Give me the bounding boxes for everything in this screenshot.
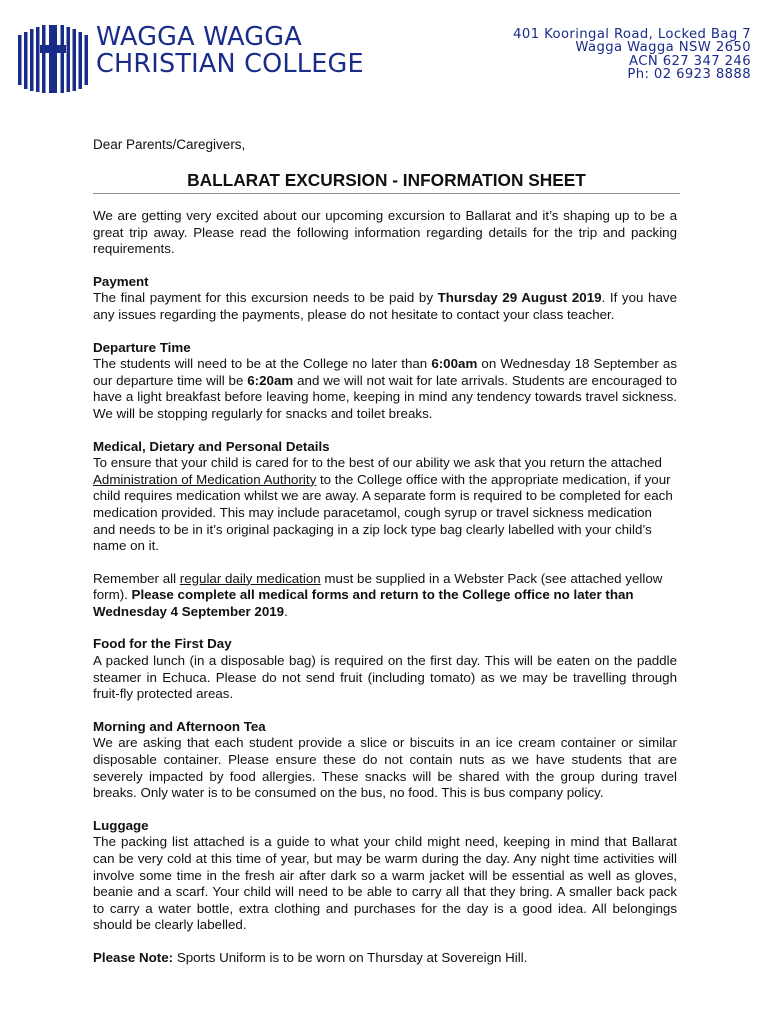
section-text: . (284, 603, 288, 619)
section-text: Remember all (93, 570, 180, 586)
section-heading: Payment (93, 273, 149, 289)
section-text: to the College office with the appropriate medication, if your child requires medication whilst we are away. A separate form is required to be completed for each medication provided. This may include paracetamol, cough syrup or travel sickness medication and needs to be in it’s original packaging in a zip lock type bag clearly labelled with your child’s name on it. (93, 471, 673, 554)
college-logo (18, 25, 88, 98)
departure-time: 6:20am (247, 372, 294, 388)
payment-section (93, 274, 677, 324)
intro-paragraph: We are getting very excited about our upcoming excursion to Ballarat and it’s shaping up to be a great trip away. Please read the following information regarding details for the trip and packing requirements. (93, 208, 677, 257)
section-heading: Medical, Dietary and Personal Details (93, 438, 330, 454)
section-text: must be supplied in a Webster Pack (see attached yellow form). (93, 570, 663, 603)
note-text: Sports Uniform is to be worn on Thursday at Sovereign Hill. (173, 949, 528, 965)
section-text: The packing list attached is a guide to what your child might need, keeping in mind that Ballarat can be very cold at this time of year, but may be warm during the day. Any night time activities will involve some time in the fresh air after dark so a warm jacket will be essential as well as gloves, beanie and a scarf. Your child will need to be able to carry all that they bring. A smaller back pack to carry a water bottle, extra clothing and purchases for the day is a good idea. All belongings should be clearly labelled. (93, 834, 677, 933)
section-text: and we will not wait for late arrivals. Students are encouraged to have a light breakfast before leaving home, keeping in mind any tendency towards travel sickness. We will be stopping regularly for snacks and toilet breaks. (93, 372, 678, 421)
medical-reminder (93, 571, 677, 621)
college-crest-icon (18, 25, 88, 93)
address-line: Ph: 02 6923 8888 (627, 67, 751, 83)
section-text: The students will need to be at the College no later than (93, 356, 432, 372)
school-address (513, 28, 751, 82)
departure-section (93, 340, 677, 423)
medication-authority-link[interactable]: Administration of Medication Authority (93, 471, 317, 487)
section-heading: Departure Time (93, 339, 191, 355)
school-name-line2: CHRISTIAN COLLEGE (96, 49, 364, 79)
section-heading: Luggage (93, 817, 149, 833)
food-section (93, 636, 677, 702)
letter-body (93, 208, 677, 983)
note-section (93, 950, 677, 967)
salutation: Dear Parents/Caregivers, (93, 137, 246, 152)
page-title: BALLARAT EXCURSION - INFORMATION SHEET (93, 170, 680, 194)
school-name (96, 24, 364, 78)
section-text: We are asking that each student provide a slice or biscuits in an ice cream container or similar disposable container. Please ensure these do not contain nuts as we have students that are severely impacted by food allergies. These snacks will be shared with the group during travel breaks. Only water is to be consumed on the bus, no food. This is bus company policy. (93, 735, 677, 801)
address-line: 401 Kooringal Road, Locked Bag 7 (513, 27, 751, 42)
luggage-section (93, 818, 677, 934)
note-label: Please Note: (93, 949, 174, 965)
regular-medication-link[interactable]: regular daily medication (179, 570, 321, 586)
address-line: ACN 627 347 246 (629, 53, 751, 69)
medical-section (93, 439, 677, 555)
section-text: To ensure that your child is cared for to the best of our ability we ask that you return the attached (93, 455, 662, 471)
section-heading: Morning and Afternoon Tea (93, 718, 266, 734)
payment-deadline: Thursday 29 August 2019 (437, 290, 602, 306)
arrival-time: 6:00am (431, 356, 478, 372)
section-text: on Wednesday 18 September as our departure time will be (93, 356, 677, 388)
section-heading: Food for the First Day (93, 636, 232, 652)
medical-forms-deadline: Please complete all medical forms and return to the College office no later than Wednesday 4 September 2019 (93, 587, 634, 619)
school-name-line1: WAGGA WAGGA (96, 22, 302, 52)
section-text: A packed lunch (in a disposable bag) is required on the first day. This will be eaten on the paddle steamer in Echuca. Please do not send fruit (including tomato) as we may be travelling through fruit-fly protected areas. (93, 653, 677, 702)
section-text: . If you have any issues regarding the payments, please do not hesitate to contact your class teacher. (93, 290, 677, 322)
section-text: The final payment for this excursion needs to be paid by (93, 290, 438, 306)
tea-section (93, 719, 677, 802)
address-line: Wagga Wagga NSW 2650 (575, 40, 751, 56)
